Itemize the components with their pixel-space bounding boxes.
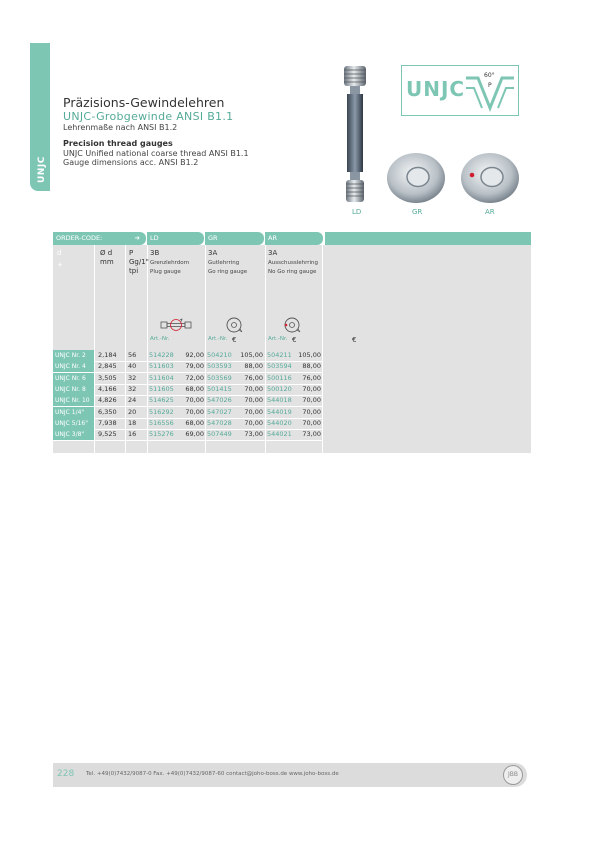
row-label: UNJC 1/4" — [53, 407, 94, 418]
ar-art-nr-header: Art.-Nr. — [268, 336, 288, 342]
row-gr-price: 70,00 — [244, 419, 263, 427]
ld-label: LD — [352, 208, 362, 216]
row-ld-art-nr: 514625 — [149, 396, 174, 404]
row-ar-art-nr: 544019 — [267, 408, 292, 416]
logo-pitch: P — [488, 82, 492, 89]
go-ring-usage-icon — [225, 316, 245, 334]
row-pitch: 40 — [128, 362, 137, 370]
row-label: UNJC 3/8" — [53, 429, 94, 440]
art-nr-header-row — [94, 336, 357, 347]
row-diameter: 6,350 — [98, 408, 117, 416]
row-diameter: 2,184 — [98, 351, 117, 359]
gr-name-de: Gutlehrring — [208, 260, 240, 266]
gr-euro-header: € — [292, 336, 297, 344]
side-tab — [30, 43, 50, 191]
table-row — [53, 407, 322, 418]
arrow-icon: ➔ — [134, 234, 140, 242]
row-gr-price: 73,00 — [244, 430, 263, 438]
row-gr-art-nr: 547026 — [207, 396, 232, 404]
no-go-ring-usage-icon — [283, 316, 303, 334]
row-label: UNJC Nr. 2 — [53, 350, 94, 361]
row-ld-price: 68,00 — [185, 385, 204, 393]
table-row — [53, 373, 322, 384]
ar-label: AR — [485, 208, 495, 216]
row-gr-price: 70,00 — [244, 396, 263, 404]
row-ld-price: 70,00 — [185, 408, 204, 416]
thread-profile-icon — [464, 68, 516, 114]
ld-euro-header: € — [232, 336, 237, 344]
ld-name-de: Grenzlehrdorn — [150, 260, 190, 266]
ld-class: 3B — [150, 249, 160, 257]
row-gr-art-nr: 507449 — [207, 430, 232, 438]
table-row — [53, 429, 322, 440]
row-pitch: 32 — [128, 385, 137, 393]
ar-class: 3A — [268, 249, 278, 257]
row-gr-art-nr: 503569 — [207, 374, 232, 382]
row-ar-art-nr: 500120 — [267, 385, 292, 393]
row-ld-art-nr: 515276 — [149, 430, 174, 438]
row-diameter: 2,845 — [98, 362, 117, 370]
row-label: UNJC Nr. 4 — [53, 361, 94, 372]
row-diameter: 7,938 — [98, 419, 117, 427]
row-ld-art-nr: 514228 — [149, 351, 174, 359]
row-gr-price: 70,00 — [244, 408, 263, 416]
row-ld-art-nr: 511605 — [149, 385, 174, 393]
order-code-label: ORDER-CODE: ➔ — [53, 232, 146, 245]
row-gr-art-nr: 503593 — [207, 362, 232, 370]
header-filler — [325, 232, 531, 245]
footer-contact: Tel. +49(0)7432/9087-0 Fax. +49(0)7432/9087-60 contact@joho-boss.de www.joho-boss.de — [86, 771, 339, 777]
row-ar-price: 70,00 — [302, 419, 321, 427]
row-ar-price: 76,00 — [302, 374, 321, 382]
row-diameter: 4,826 — [98, 396, 117, 404]
row-label: UNJC Nr. 6 — [53, 373, 94, 384]
row-label: UNJC Nr. 8 — [53, 384, 94, 395]
row-ld-price: 79,00 — [185, 362, 204, 370]
gr-class: 3A — [208, 249, 218, 257]
row-ld-art-nr: 516556 — [149, 419, 174, 427]
ar-euro-header: € — [352, 336, 357, 344]
row-ld-price: 72,00 — [185, 374, 204, 382]
ld-name-en: Plug gauge — [150, 269, 181, 275]
row-ld-art-nr: 516292 — [149, 408, 174, 416]
table-row — [53, 418, 322, 429]
unjc-logo — [401, 65, 519, 116]
col-od-header: Ø d — [100, 249, 113, 257]
row-gr-art-nr: 504210 — [207, 351, 232, 359]
row-ar-price: 70,00 — [302, 408, 321, 416]
table-header-strip — [53, 232, 531, 245]
english-standard-note: Gauge dimensions acc. ANSI B1.2 — [63, 158, 199, 167]
footer — [53, 763, 527, 787]
row-ar-price: 73,00 — [302, 430, 321, 438]
row-ld-art-nr: 511604 — [149, 374, 174, 382]
go-ring-gauge-image — [385, 148, 447, 204]
english-subtitle: UNJC Unified national coarse thread ANSI B1.1 — [63, 149, 249, 158]
side-tab-label: UNJC — [37, 156, 47, 183]
gr-label: GR — [412, 208, 423, 216]
col-p-unit: Gg/1" — [129, 258, 149, 266]
row-ar-art-nr: 504211 — [267, 351, 292, 359]
row-gr-art-nr: 501415 — [207, 385, 232, 393]
group-gr: GR — [205, 232, 264, 245]
row-diameter: 9,525 — [98, 430, 117, 438]
table-row — [53, 395, 322, 406]
company-logo-icon: JBB — [503, 765, 523, 785]
col-p-header: P — [129, 249, 134, 257]
logo-angle: 60° — [484, 72, 495, 79]
row-pitch: 16 — [128, 430, 137, 438]
col-od-unit: mm — [100, 258, 114, 266]
standard-note: Lehrenmaße nach ANSI B1.2 — [63, 123, 178, 132]
row-ar-price: 88,00 — [302, 362, 321, 370]
page-title: Präzisions-Gewindelehren — [63, 95, 225, 110]
col-d-plus: + — [57, 261, 63, 269]
row-ld-price: 68,00 — [185, 419, 204, 427]
row-gr-price: 105,00 — [240, 351, 263, 359]
ar-name-de: Ausschusslehrring — [268, 260, 319, 266]
table-row — [53, 384, 322, 395]
english-title: Precision thread gauges — [63, 139, 173, 148]
group-ld: LD — [147, 232, 204, 245]
row-label: UNJC Nr. 10 — [53, 395, 94, 406]
row-gr-price: 88,00 — [244, 362, 263, 370]
row-ar-art-nr: 544021 — [267, 430, 292, 438]
row-gr-price: 76,00 — [244, 374, 263, 382]
row-ar-price: 105,00 — [298, 351, 321, 359]
row-ar-art-nr: 503594 — [267, 362, 292, 370]
row-ar-price: 70,00 — [302, 396, 321, 404]
row-ar-art-nr: 500116 — [267, 374, 292, 382]
row-pitch: 20 — [128, 408, 137, 416]
page-number: 228 — [57, 769, 75, 779]
unjc-logo-text: UNJC — [406, 77, 466, 101]
row-ld-price: 92,00 — [185, 351, 204, 359]
row-pitch: 32 — [128, 374, 137, 382]
row-ld-price: 69,00 — [185, 430, 204, 438]
row-pitch: 18 — [128, 419, 137, 427]
group-ar: AR — [265, 232, 323, 245]
row-diameter: 4,166 — [98, 385, 117, 393]
plug-gauge-usage-icon — [159, 317, 195, 333]
gr-art-nr-header: Art.-Nr. — [208, 336, 228, 342]
row-separator — [53, 440, 322, 441]
row-gr-price: 70,00 — [244, 385, 263, 393]
row-pitch: 24 — [128, 396, 137, 404]
table-row — [53, 361, 322, 372]
gr-name-en: Go ring gauge — [208, 269, 248, 275]
ar-name-en: No Go ring gauge — [268, 269, 317, 275]
no-go-ring-gauge-image — [459, 148, 521, 204]
row-gr-art-nr: 547027 — [207, 408, 232, 416]
row-gr-art-nr: 547028 — [207, 419, 232, 427]
page-subtitle: UNJC-Grobgewinde ANSI B1.1 — [63, 110, 234, 123]
row-ld-art-nr: 511603 — [149, 362, 174, 370]
col-p-tpi: tpi — [129, 267, 139, 275]
row-diameter: 3,505 — [98, 374, 117, 382]
row-label: UNJC 5/16" — [53, 418, 94, 429]
row-ar-art-nr: 544018 — [267, 396, 292, 404]
table-row — [53, 350, 322, 361]
row-ar-price: 70,00 — [302, 385, 321, 393]
row-pitch: 56 — [128, 351, 137, 359]
ld-art-nr-header: Art.-Nr. — [150, 336, 170, 342]
col-d-header: d — [57, 249, 62, 257]
plug-gauge-image — [338, 62, 378, 207]
row-ld-price: 70,00 — [185, 396, 204, 404]
row-ar-art-nr: 544020 — [267, 419, 292, 427]
